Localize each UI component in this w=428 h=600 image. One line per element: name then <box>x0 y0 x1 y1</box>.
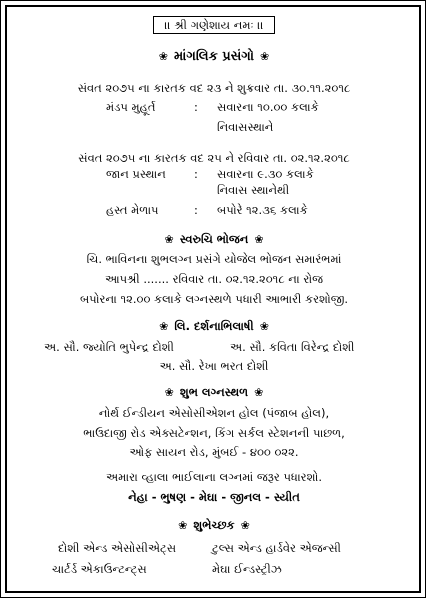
wisher-firm1: દોશી એન્ડ એસોસીએટ્સ <box>58 541 177 555</box>
flower-ornament-icon: ❀ <box>158 50 168 63</box>
invocation-line <box>0 16 428 34</box>
mandap-label: મંડપ મુહૂર્ત <box>106 100 156 114</box>
wedding-date: સંવત ૨૦૭૫ ના કારતક વદ ૨૫ ને રવિવાર તા. ૦૨.૧૨.૨૦૧૮ <box>78 151 350 165</box>
mandap-colon: : <box>194 100 198 114</box>
venue-line3: ઓફ સાયન રોડ, મુંબઈ - ૪૦૦ ૦૨૨. <box>129 445 299 459</box>
wisher-firm1b: ચાર્ટર્ડ એકાઉન્ટન્ટ્સ <box>52 562 147 576</box>
invite-line: અમારા વ્હાલા ભાઈલાના લગ્નમાં જરૂર પધારશો. <box>106 470 322 484</box>
venue-line1: નોર્થ ઈન્ડીયન એસોસીએશન હોલ (પંજાબ હોલ), <box>98 406 330 420</box>
flower-ornament-icon: ❀ <box>240 519 250 532</box>
flower-ornament-icon: ❀ <box>260 50 270 63</box>
hasta-label: હસ્ત મેળાપ <box>106 203 159 217</box>
flower-ornament-icon: ❀ <box>178 519 188 532</box>
wisher-firm2: ટુલ્સ એન્ડ હાર્ડવેર એજન્સી <box>212 541 341 555</box>
wishers-title-line <box>0 517 428 534</box>
hasta-time: બપોરે ૧૨.૩૬ કલાકે <box>217 203 308 217</box>
reception-line3: બપોરના ૧૨.૦૦ કલાકે લગ્નસ્થળે પધારી આભારી કરશોજી. <box>79 292 349 306</box>
flower-ornament-icon: ❀ <box>159 320 169 333</box>
hasta-colon: : <box>194 203 198 217</box>
procession-label: જાન પ્રસ્થાન <box>106 167 166 181</box>
flower-ornament-icon: ❀ <box>164 233 174 246</box>
mandap-place: નિવાસસ્થાને <box>217 120 274 134</box>
ceremonies-title: માંગલિક પ્રસંગો <box>173 49 255 64</box>
reception-title-line <box>0 231 428 248</box>
reception-line1: ચિ. ભાવિનના શુભલગ્ન પ્રસંગે યોજેલ ભોજન સમારંભમાં <box>86 252 342 266</box>
darshan-name3: અ. સૌ. રેખા ભરત દોશી <box>159 359 269 373</box>
wisher-firm2b: મેઘા ઈન્ડસ્ટ્રીઝ <box>212 562 282 576</box>
flower-ornament-icon: ❀ <box>259 320 269 333</box>
flower-ornament-icon: ❀ <box>254 233 264 246</box>
wishers-title: શુભેચ્છક <box>193 518 235 532</box>
procession-place: નિવાસ સ્થાનેથી <box>217 183 290 197</box>
mandap-time: સવારના ૧૦.૦૦ કલાકે <box>217 100 319 114</box>
darshan-name2: અ. સૌ. કવિતા વિરેન્દ્ર દોશી <box>230 340 355 354</box>
reception-title: સ્વરુચિ ભોજન <box>179 232 249 246</box>
procession-time: સવારના ૯.૩૦ કલાકે <box>217 167 314 181</box>
procession-colon: : <box>194 167 198 181</box>
darshan-title-line <box>0 318 428 335</box>
invocation: ।। શ્રી ગણેશાય નમઃ ।। <box>153 16 274 34</box>
family-kids: નેહા - ભુષણ - મેઘા - જીનલ - સ્યીત <box>128 490 300 504</box>
flower-ornament-icon: ❀ <box>164 386 174 399</box>
flower-ornament-icon: ❀ <box>254 386 264 399</box>
venue-title: શુભ લગ્નસ્થળ <box>179 385 249 399</box>
ceremonies-title-line <box>0 49 428 65</box>
darshan-title: લિ. દર્શનાભિલાષી <box>174 319 254 333</box>
reception-line2: આપશ્રી ....... રવિવાર તા. ૦૨.૧૨.૨૦૧૮ ના રોજ <box>104 272 324 286</box>
venue-title-line <box>0 384 428 401</box>
darshan-name1: અ. સૌ. જ્યોતિ ભુપેન્દ્ર દોશી <box>44 340 174 354</box>
venue-line2: ભાઉદાજી રોડ એક્સટેન્શન, કિંગ સર્કલ સ્ટેશનની પાછળ, <box>83 426 345 440</box>
mandap-date: સંવત ૨૦૭૫ ના કારતક વદ ૨૩ ને શુક્રવાર તા. ૩૦.૧૧.૨૦૧૮ <box>77 81 351 95</box>
